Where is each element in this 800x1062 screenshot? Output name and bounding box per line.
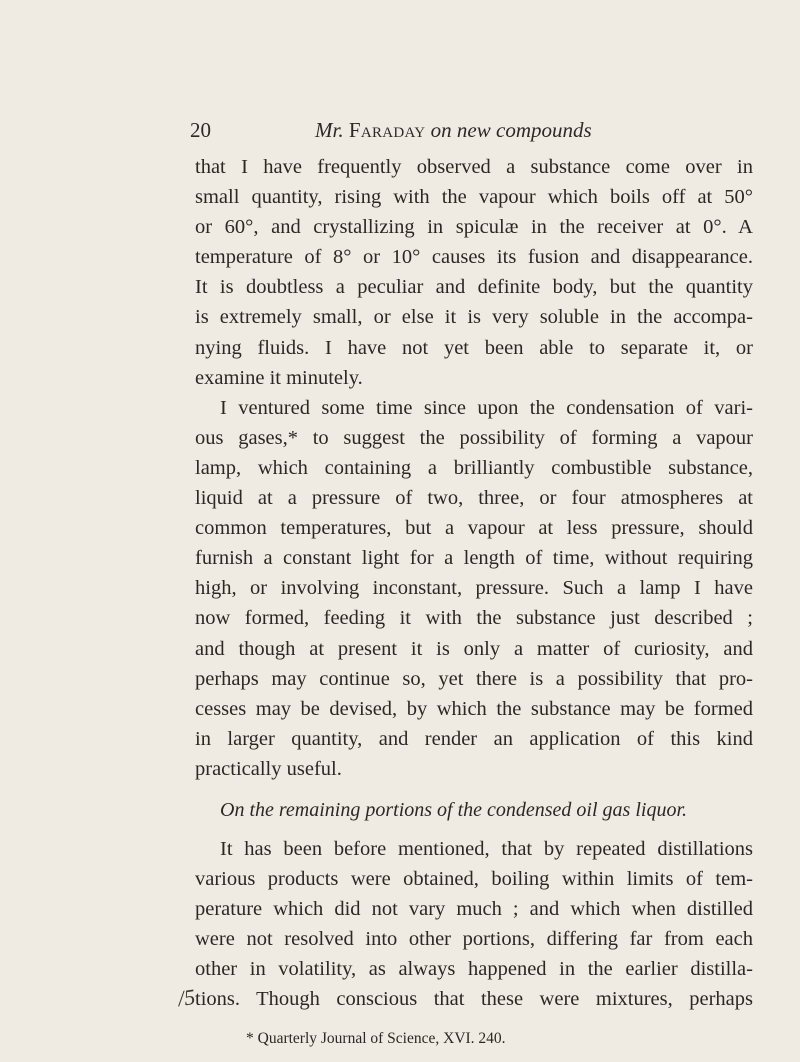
text-line: and though at present it is only a matter of curiosity, and: [195, 637, 753, 660]
text-line: now formed, feeding it with the substance just described ;: [195, 607, 753, 630]
text-line: tions. Though conscious that these were mixtures, perhaps: [195, 988, 753, 1011]
text-line: that I have frequently observed a substance come over in: [195, 156, 753, 178]
running-title: [315, 118, 592, 143]
text-line: ous gases,* to suggest the possibility of forming a vapour: [195, 426, 753, 449]
text-line: is extremely small, or else it is very soluble in the accompa-: [195, 306, 753, 329]
text-line: cesses may be devised, by which the substance may be formed: [195, 697, 753, 720]
text-line: or 60°, and crystallizing in spiculæ in the receiver at 0°. A: [195, 216, 753, 239]
text-line: lamp, which containing a brilliantly combustible substance,: [195, 456, 753, 479]
author-prefix: Mr.: [315, 118, 344, 142]
text-line: various products were obtained, boiling within limits of tem-: [195, 868, 753, 891]
footnote: * Quarterly Journal of Science, XVI. 240.: [246, 1030, 506, 1047]
text-line: high, or involving inconstant, pressure. Such a lamp I have: [195, 577, 753, 600]
text-line: common temperatures, but a vapour at less pressure, should: [195, 517, 753, 540]
text-line: practically useful.: [195, 757, 342, 780]
author-name: Faraday: [348, 118, 426, 142]
title-text: on new compounds: [430, 118, 592, 142]
paragraph-3: [195, 834, 753, 1015]
text-line: I ventured some time since upon the condensation of vari-: [220, 396, 753, 419]
text-line: nying fluids. I have not yet been able to separate it, or: [195, 336, 753, 359]
text-line: other in volatility, as always happened in the earlier distilla-: [195, 958, 753, 981]
section-heading: On the remaining portions of the condensed oil gas liquor.: [220, 798, 688, 821]
text-line: furnish a constant light for a length of time, without requiring: [195, 547, 753, 570]
text-line: It is doubtless a peculiar and definite body, but the quantity: [195, 276, 753, 299]
body-text: [195, 152, 753, 1015]
text-line: liquid at a pressure of two, three, or four atmospheres at: [195, 487, 753, 510]
paragraph-1: [195, 152, 753, 393]
handwritten-margin-mark: /5: [176, 983, 197, 1012]
text-line: small quantity, rising with the vapour which boils off at 50°: [195, 186, 753, 209]
text-line: in larger quantity, and render an application of this kind: [195, 727, 753, 750]
text-line: were not resolved into other portions, differing far from each: [195, 928, 753, 951]
text-line: examine it minutely.: [195, 366, 363, 389]
page-number: 20: [190, 118, 211, 142]
text-line: It has been before mentioned, that by repeated distillations: [220, 837, 753, 860]
text-line: temperature of 8° or 10° causes its fusion and disappearance.: [195, 246, 753, 269]
paragraph-2: [195, 393, 753, 784]
text-line: perature which did not vary much ; and which when distilled: [195, 898, 753, 921]
text-line: perhaps may continue so, yet there is a possibility that pro-: [195, 667, 753, 690]
